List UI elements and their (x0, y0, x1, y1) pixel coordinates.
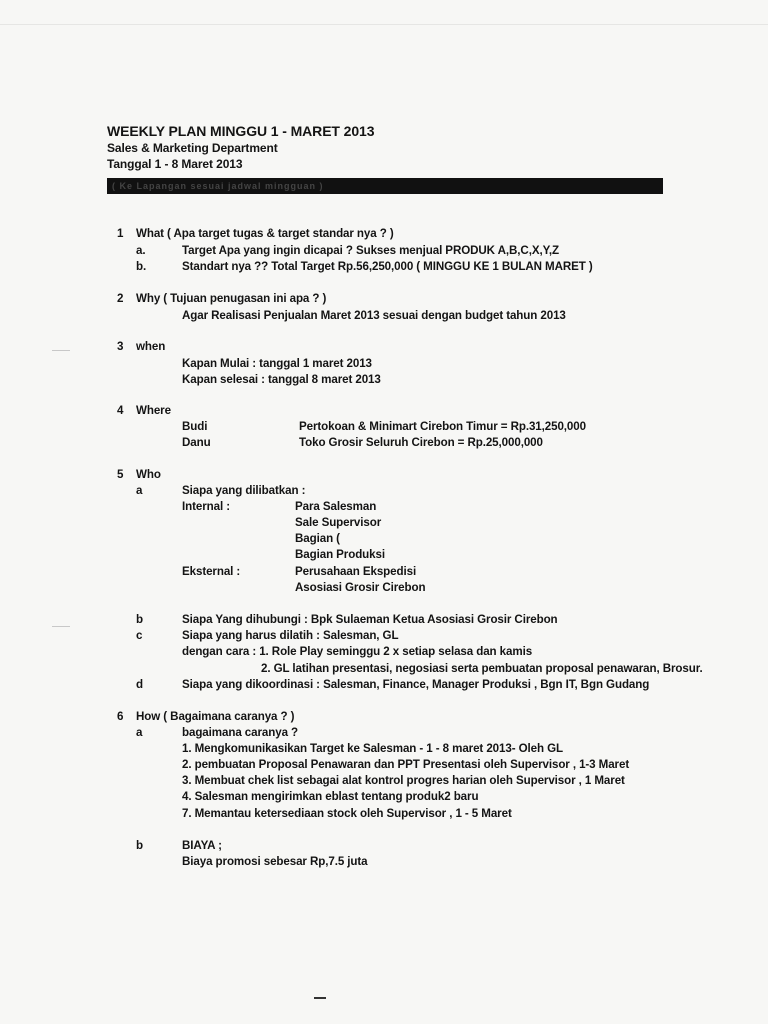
how-title: bagaimana caranya ? (182, 726, 299, 739)
scan-mark (52, 350, 70, 351)
external-item: Perusahaan Ekspedisi (295, 565, 417, 578)
how-step: 7. Memantau ketersediaan stock oleh Supervisor , 1 - 5 Maret (182, 807, 512, 820)
what-standard-text: Standart nya ?? Total Target Rp.56,250,000 ( MINGGU KE 1 BULAN MARET ) (182, 260, 593, 273)
department-name: Sales & Marketing Department (107, 141, 278, 155)
section-number: 1 (117, 227, 124, 240)
internal-item: Sale Supervisor (295, 516, 382, 529)
bar-text: ( Ke Lapangan sesuai jadwal mingguan ) (112, 181, 324, 191)
why-text: Agar Realisasi Penjualan Maret 2013 sesuai dengan budget tahun 2013 (182, 309, 566, 322)
how-step: 3. Membuat chek list sebagai alat kontrol progres harian oleh Supervisor , 1 Maret (182, 774, 625, 787)
section-title-what: What ( Apa target tugas & target standar nya ? ) (136, 227, 394, 240)
who-involved-title: Siapa yang dilibatkan : (182, 484, 306, 497)
section-number: 5 (117, 468, 124, 481)
where-place: Pertokoan & Minimart Cirebon Timur = Rp.31,250,000 (299, 420, 586, 433)
scan-edge-line (0, 24, 768, 25)
where-place: Toko Grosir Seluruh Cirebon = Rp.25,000,000 (299, 436, 543, 449)
document-title: WEEKLY PLAN MINGGU 1 - MARET 2013 (107, 123, 375, 139)
when-start: Kapan Mulai : tanggal 1 maret 2013 (182, 357, 372, 370)
where-name: Danu (182, 436, 211, 449)
section-number: 6 (117, 710, 124, 723)
scan-mark (314, 997, 326, 999)
internal-item: Bagian ( (295, 532, 340, 545)
item-label: a. (136, 244, 146, 257)
section-title-who: Who (136, 468, 161, 481)
section-number: 3 (117, 340, 124, 353)
section-number: 2 (117, 292, 124, 305)
section-title-how: How ( Bagaimana caranya ? ) (136, 710, 295, 723)
how-step: 4. Salesman mengirimkan eblast tentang produk2 baru (182, 790, 479, 803)
external-label: Eksternal : (182, 565, 241, 578)
when-end: Kapan selesai : tanggal 8 maret 2013 (182, 373, 381, 386)
who-trained-text: Siapa yang harus dilatih : Salesman, GL (182, 629, 399, 642)
section-title-why: Why ( Tujuan penugasan ini apa ? ) (136, 292, 327, 305)
item-label: b. (136, 260, 147, 273)
section-title-when: when (136, 340, 166, 353)
internal-item: Para Salesman (295, 500, 377, 513)
training-method-line: 2. GL latihan presentasi, negosiasi serta pembuatan proposal penawaran, Brosur. (261, 662, 703, 675)
how-step: 2. pembuatan Proposal Penawaran dan PPT Presentasi oleh Supervisor , 1-3 Maret (182, 758, 630, 771)
scan-mark (52, 626, 70, 627)
internal-label: Internal : (182, 500, 230, 513)
section-number: 4 (117, 404, 124, 417)
who-coordinated-text: Siapa yang dikoordinasi : Salesman, Finance, Manager Produksi , Bgn IT, Bgn Gudang (182, 678, 650, 691)
training-method-line: dengan cara : 1. Role Play seminggu 2 x setiap selasa dan kamis (182, 645, 533, 658)
how-step: 1. Mengkomunikasikan Target ke Salesman - 1 - 8 maret 2013- Oleh GL (182, 742, 563, 755)
item-label: c (136, 629, 143, 642)
item-label: a (136, 726, 143, 739)
where-name: Budi (182, 420, 208, 433)
item-label: b (136, 839, 143, 852)
internal-item: Bagian Produksi (295, 548, 385, 561)
item-label: b (136, 613, 143, 626)
item-label: a (136, 484, 143, 497)
external-item: Asosiasi Grosir Cirebon (295, 581, 426, 594)
section-title-where: Where (136, 404, 171, 417)
cost-text: Biaya promosi sebesar Rp,7.5 juta (182, 855, 368, 868)
who-contacted-text: Siapa Yang dihubungi : Bpk Sulaeman Ketua Asosiasi Grosir Cirebon (182, 613, 558, 626)
cost-title: BIAYA ; (182, 839, 222, 852)
what-target-text: Target Apa yang ingin dicapai ? Sukses menjual PRODUK A,B,C,X,Y,Z (182, 244, 560, 257)
item-label: d (136, 678, 143, 691)
date-range: Tanggal 1 - 8 Maret 2013 (107, 157, 243, 171)
